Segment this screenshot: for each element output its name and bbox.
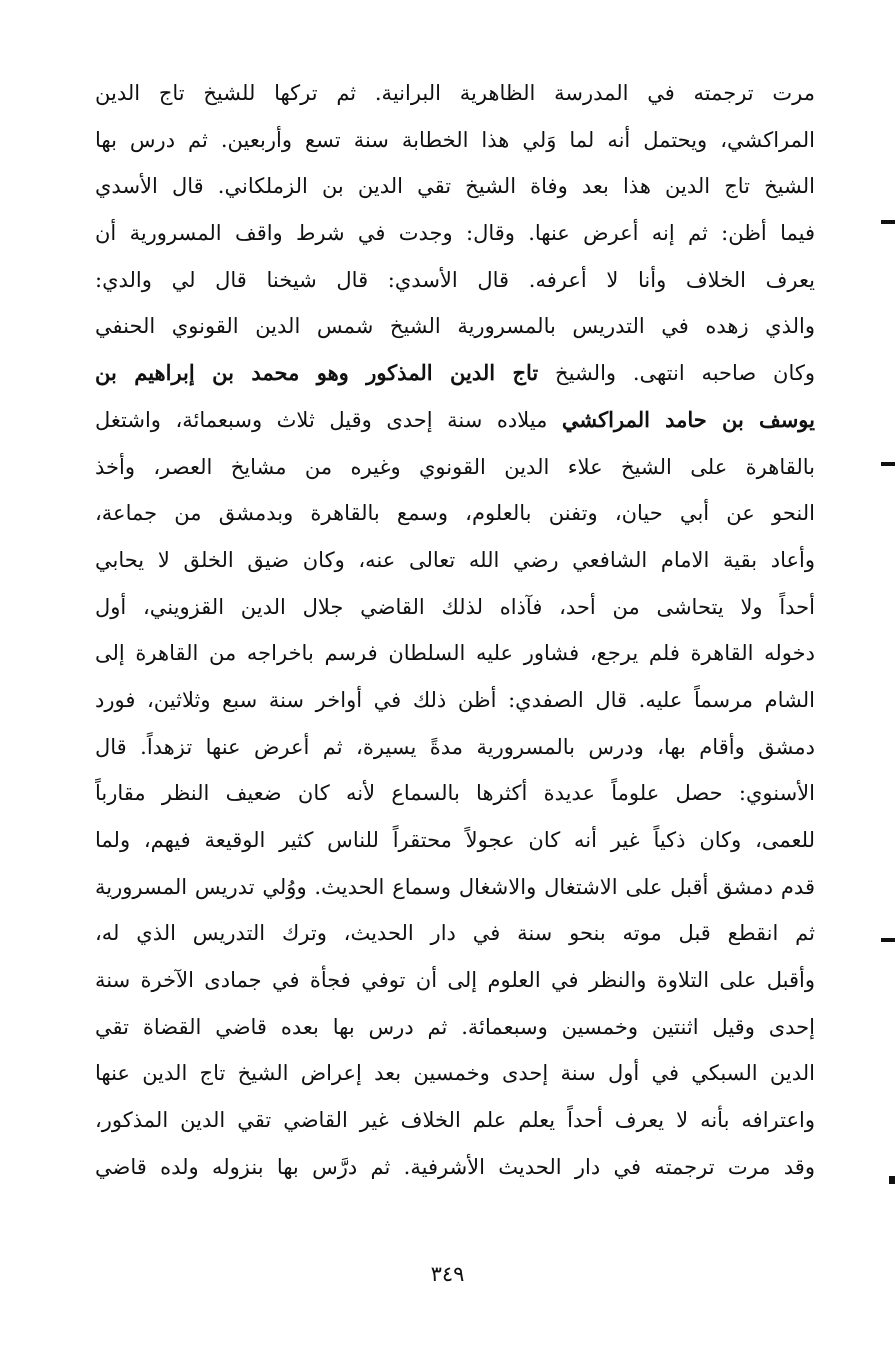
- text-segment: وكان صاحبه انتهى. والشيخ: [538, 361, 815, 386]
- margin-tick-mark: [889, 1176, 895, 1184]
- bold-name-segment: يوسف بن حامد المراكشي: [561, 406, 815, 432]
- margin-tick-mark: [881, 220, 895, 224]
- text-line: دمشق وأقام بها، ودرس بالمسرورية مدةً يسيرة، ثم أعرض عنها تزهداً. قال: [95, 734, 815, 759]
- text-line: يعرف الخلاف وأنا لا أعرفه. قال الأسدي: قال شيخنا قال لي والدي:: [95, 267, 815, 292]
- text-line: وأعاد بقية الامام الشافعي رضي الله تعالى عنه، وكان ضيق الخلق لا يحابي: [95, 547, 815, 572]
- text-line: النحو عن أبي حيان، وتفنن بالعلوم، وسمع بالقاهرة وبدمشق من جماعة،: [95, 501, 815, 526]
- text-line: إحدى وقيل اثنتين وخمسين وسبعمائة. ثم درس بها بعده قاضي القضاة تقي: [95, 1014, 815, 1039]
- text-line: مرت ترجمته في المدرسة الظاهرية البرانية. ثم تركها للشيخ تاج الدين: [95, 81, 815, 105]
- text-line: الشيخ تاج الدين هذا بعد وفاة الشيخ تقي الدين بن الزملكاني. قال الأسدي: [95, 174, 815, 199]
- text-line: دخوله القاهرة فلم يرجع، فشاور عليه السلطان فرسم باخراجه من القاهرة إلى: [95, 641, 815, 666]
- text-line: الدين السبكي في أول سنة إحدى وخمسين بعد إعراض الشيخ تاج الدين عنها: [95, 1061, 815, 1086]
- text-line: وقد مرت ترجمته في دار الحديث الأشرفية. ثم درَّس بها بنزوله ولده قاضي: [95, 1154, 815, 1179]
- margin-tick-mark: [881, 462, 895, 466]
- text-line: للعمى، وكان ذكياً غير أنه كان عجولاً محتقراً للناس كثير الوقيعة فيهم، ولما: [95, 828, 815, 852]
- text-line: الأسنوي: حصل علوماً عديدة أكثرها بالسماع لأنه كان ضعيف النظر مقارباً: [95, 781, 815, 806]
- text-line: والذي زهده في التدريس بالمسرورية الشيخ شمس الدين القونوي الحنفي: [95, 314, 815, 339]
- page-number: ٣٤٩: [430, 1262, 465, 1286]
- text-line: ثم انقطع قبل موته بنحو سنة في دار الحديث، وترك التدريس الذي له،: [95, 921, 815, 946]
- body-text: [95, 70, 815, 1191]
- text-line: [95, 397, 815, 444]
- text-line: وأقبل على التلاوة والنظر في العلوم إلى أن توفي فجأة في جمادى الآخرة سنة: [95, 968, 815, 993]
- text-line: أحداً ولا يتحاشى من أحد، فآذاه لذلك القاضي جلال الدين القزويني، أول: [95, 594, 815, 619]
- text-line: فيما أظن: ثم إنه أعرض عنها. وقال: وجدت في شرط واقف المسرورية أن: [95, 221, 815, 246]
- text-segment: ميلاده سنة إحدى وقيل ثلاث وسبعمائة، واشتغل: [95, 407, 562, 432]
- text-line: الشام مرسماً عليه. قال الصفدي: أظن ذلك في أواخر سنة سبع وثلاثين، فورد: [95, 687, 815, 712]
- margin-tick-mark: [881, 938, 895, 942]
- text-line: بالقاهرة على الشيخ علاء الدين القونوي وغيره من مشايخ العصر، وأخذ: [95, 454, 815, 479]
- text-line: واعترافه بأنه لا يعرف أحداً يعلم علم الخلاف غير القاضي تقي الدين المذكور،: [95, 1108, 815, 1133]
- text-line: [95, 350, 815, 397]
- text-line: المراكشي، ويحتمل أنه لما وَلي هذا الخطابة سنة تسع وأربعين. ثم درس بها: [95, 127, 815, 152]
- bold-name-segment: تاج الدين المذكور وهو محمد بن إبراهيم بن: [95, 360, 539, 386]
- text-line: قدم دمشق أقبل على الاشتغال والاشغال وسماع الحديث. ووُلي تدريس المسرورية: [95, 874, 815, 899]
